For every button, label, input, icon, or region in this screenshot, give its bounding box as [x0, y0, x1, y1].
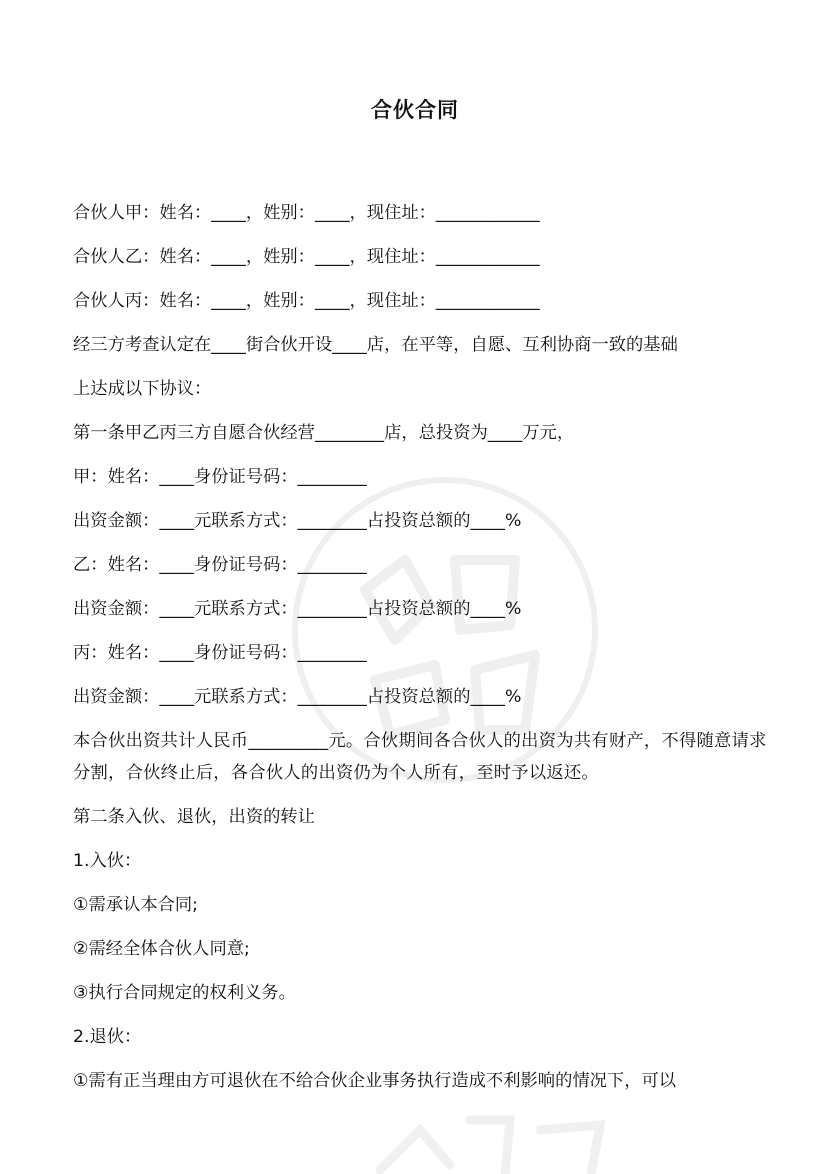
join-item-1: ①需承认本合同; [73, 895, 199, 915]
partner-a-identity: 甲：姓名：____身份证号码：________ [73, 467, 367, 487]
document-title: 合伙合同 [371, 98, 459, 122]
partner-c-identity: 丙：姓名：____身份证号码：________ [73, 643, 367, 663]
join-heading: 1.入伙： [73, 851, 142, 871]
withdraw-item-1: ①需有正当理由方可退伙在不给合伙企业事务执行造成不利影响的情况下，可以 [73, 1071, 677, 1091]
partner-a-contribution: 出资金额：____元联系方式：________占投资总额的____% [73, 511, 522, 531]
partner-b-identity: 乙：姓名：____身份证号码：________ [73, 555, 367, 575]
partner-c-contribution: 出资金额：____元联系方式：________占投资总额的____% [73, 687, 522, 707]
capital-paragraph: 本合伙出资共计人民币_________元。合伙期间各合伙人的出资为共有财产，不得随意请求分割，合伙终止后，各合伙人的出资仍为个人所有，至时予以返还。 [73, 731, 767, 783]
article-1-line: 第一条甲乙丙三方自愿合伙经营________店，总投资为____万元， [73, 423, 575, 443]
partner-b-line: 合伙人乙：姓名：____，姓别：____，现住址：____________ [73, 247, 540, 267]
preamble-line-1: 经三方考查认定在____街合伙开设____店，在平等，自愿、互利协商一致的基础 [73, 335, 678, 355]
document-body [73, 197, 768, 1109]
preamble-line-2: 上达成以下协议： [73, 379, 212, 399]
join-item-3: ③执行合同规定的权利义务。 [73, 983, 296, 1003]
partner-c-line: 合伙人丙：姓名：____，姓别：____，现住址：____________ [73, 291, 540, 311]
partner-b-contribution: 出资金额：____元联系方式：________占投资总额的____% [73, 599, 522, 619]
withdraw-heading: 2.退伙： [73, 1027, 142, 1047]
join-item-2: ②需经全体合伙人同意; [73, 939, 250, 959]
partner-a-line: 合伙人甲：姓名：____，姓别：____，现住址：____________ [73, 203, 540, 223]
article-2-heading: 第二条入伙、退伙，出资的转让 [73, 807, 315, 827]
